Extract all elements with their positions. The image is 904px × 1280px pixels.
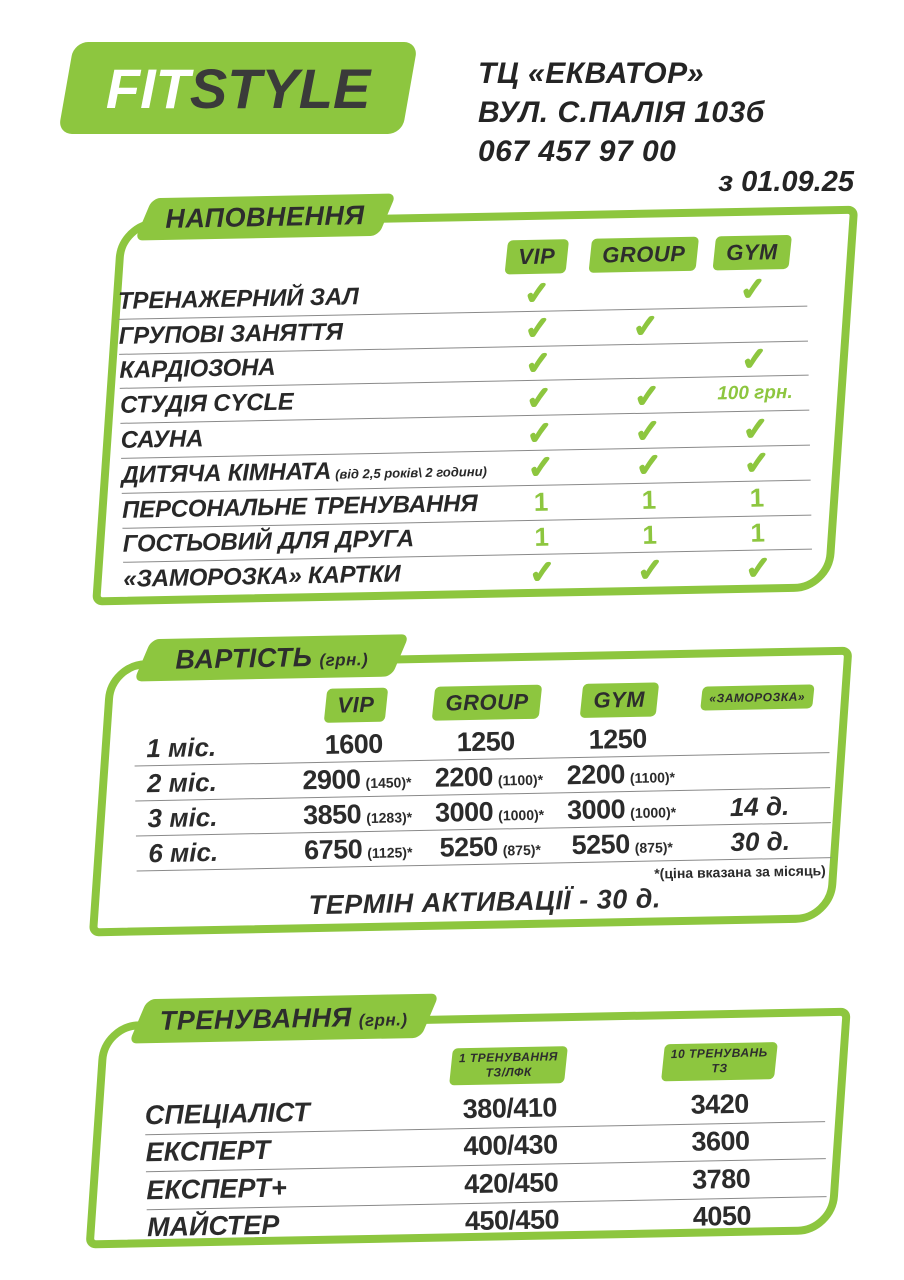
included-count: 1 [642, 519, 658, 550]
feature-cell-vip [483, 277, 592, 310]
price-vip: 1600 [324, 728, 384, 760]
effective-date: з 01.09.25 [718, 166, 854, 198]
included-count: 1 [749, 482, 765, 513]
phone-number: 067 457 97 00 [478, 135, 677, 168]
feature-label: «ЗАМОРОЗКА» КАРТКИ [123, 560, 401, 594]
check-icon: ✓ [634, 413, 661, 449]
column-badge-gym: GYM [713, 235, 792, 271]
pack-training-price: 3780 [691, 1163, 751, 1195]
feature-cell-gym [701, 412, 810, 445]
price-gym: 2200 (1100)* [566, 758, 676, 790]
feature-cell-group [596, 553, 705, 586]
check-icon: ✓ [742, 410, 769, 447]
price-group: 3000 (1000)* [434, 796, 545, 828]
feature-label: ГРУПОВІ ЗАНЯТТЯ [118, 318, 344, 350]
price-gym: 5250 (875)* [571, 828, 674, 860]
price-gym: 3000 (1000)* [566, 793, 677, 825]
address-block [478, 54, 765, 171]
check-icon: ✓ [635, 447, 663, 484]
pricing-unit: (грн.) [319, 649, 369, 670]
feature-cell-gym [700, 323, 808, 325]
freeze-days: 30 д. [730, 825, 791, 857]
feature-cell-vip [487, 521, 596, 554]
price-group: 1250 [456, 725, 516, 757]
column-badge-group: GROUP [432, 685, 543, 721]
street-address: ВУЛ. С.ПАЛІЯ 103б [478, 96, 765, 129]
feature-cell-gym [700, 343, 809, 376]
check-icon: ✓ [632, 308, 659, 345]
column-badge-freeze: «ЗАМОРОЗКА» [700, 684, 814, 710]
trainer-level-label: ЕКСПЕРТ+ [146, 1172, 287, 1205]
check-icon: ✓ [529, 554, 556, 590]
pack-training-price: 4050 [692, 1200, 752, 1232]
check-icon: ✓ [739, 271, 767, 308]
training-panel [83, 986, 858, 1253]
training-title: ТРЕНУВАННЯ [159, 1001, 353, 1036]
feature-label: КАРДІОЗОНА [119, 354, 276, 385]
price-vip: 2900 (1450)* [302, 763, 412, 795]
check-icon: ✓ [525, 380, 553, 416]
pricing-panel [87, 626, 858, 941]
included-count: 1 [641, 484, 657, 516]
column-badge-single-training: 1 ТРЕНУВАННЯ ТЗ/ЛФК [450, 1046, 569, 1085]
feature-label: ГОСТЬОВИЙ ДЛЯ ДРУГА [122, 525, 415, 559]
feature-label: СТУДІЯ CYCLE [119, 388, 294, 420]
check-icon: ✓ [636, 552, 664, 588]
feature-cell-vip [483, 312, 592, 345]
pricing-tab [134, 634, 410, 681]
logo-style: STYLE [189, 56, 371, 120]
training-unit: (грн.) [358, 1009, 409, 1030]
single-training-price: 450/450 [464, 1204, 560, 1237]
period-label: 3 міс. [147, 801, 218, 833]
trainer-level-label: ЕКСПЕРТ [145, 1135, 271, 1168]
features-title: НАПОВНЕННЯ [165, 199, 366, 234]
feature-cell-group [595, 519, 704, 552]
feature-cell-gym [699, 273, 808, 306]
period-label: 1 міс. [145, 731, 217, 763]
price-group: 2200 (1100)* [434, 761, 544, 793]
logo-text [106, 56, 370, 121]
features-table [118, 272, 813, 597]
pack-training-price: 3420 [690, 1088, 750, 1120]
feature-cell-gym [702, 447, 811, 480]
feature-cell-group [592, 360, 700, 362]
trainer-level-label: СПЕЦІАЛІСТ [144, 1096, 311, 1130]
mall-name: ТЦ «ЕКВАТОР» [478, 57, 705, 90]
check-icon: ✓ [524, 310, 551, 347]
column-badge-group: GROUP [589, 237, 700, 273]
feature-cell-group [591, 310, 700, 343]
check-icon: ✓ [526, 415, 553, 451]
feature-cell-gym [701, 382, 809, 406]
check-icon: ✓ [527, 449, 555, 486]
pack-training-price: 3600 [691, 1125, 750, 1158]
trainer-level-label: МАЙСТЕР [146, 1209, 280, 1243]
period-label: 6 міс. [147, 836, 219, 868]
feature-cell-vip [487, 486, 596, 519]
check-icon: ✓ [743, 445, 771, 482]
feature-cell-vip [487, 451, 596, 484]
check-icon: ✓ [525, 345, 552, 382]
feature-label: САУНА [120, 425, 204, 454]
included-count: 1 [750, 517, 766, 548]
price-footnote: *(ціна вказана за місяць) [654, 862, 826, 882]
price-group: 5250 (875)* [439, 831, 542, 863]
pricing-title: ВАРТІСТЬ [174, 641, 313, 675]
feature-cell-group [593, 414, 702, 447]
fitstyle-logo [58, 42, 418, 134]
training-tab [129, 994, 440, 1044]
price-vip: 3850 (1283)* [302, 798, 413, 830]
feature-cell-vip [488, 555, 597, 588]
pricing-table [134, 718, 832, 871]
logo-fit: FIT [105, 56, 190, 120]
single-training-price: 420/450 [463, 1167, 559, 1199]
training-table [145, 1084, 828, 1246]
activation-term: ТЕРМІН АКТИВАЦІЇ - 30 д. [308, 883, 662, 921]
check-icon: ✓ [633, 378, 661, 414]
feature-cell-vip [485, 382, 594, 415]
price-vip: 6750 (1125)* [303, 833, 413, 865]
column-badge-gym: GYM [580, 682, 659, 718]
single-training-price: 380/410 [462, 1092, 558, 1124]
feature-cell-vip [485, 416, 594, 449]
price-note: 100 грн. [717, 382, 793, 405]
check-icon: ✓ [523, 275, 551, 312]
features-panel [91, 185, 861, 612]
feature-cell-vip [484, 347, 593, 380]
single-training-price: 400/430 [463, 1129, 558, 1162]
feature-note: (від 2,5 років\ 2 години) [334, 463, 488, 482]
column-badge-vip: VIP [504, 239, 568, 274]
feature-cell-gym [703, 482, 812, 515]
feature-cell-gym [703, 517, 812, 550]
feature-cell-group [595, 449, 704, 482]
column-badge-pack-training: 10 ТРЕНУВАНЬ ТЗ [661, 1042, 778, 1081]
check-icon: ✓ [744, 550, 772, 586]
freeze-days [688, 770, 830, 773]
check-icon: ✓ [740, 341, 768, 377]
period-label: 2 міс. [146, 766, 218, 798]
features-tab [135, 193, 397, 240]
freeze-days: 14 д. [729, 790, 790, 822]
feature-cell-group [595, 484, 704, 517]
feature-cell-group [591, 291, 699, 293]
price-gym: 1250 [588, 723, 647, 755]
included-count: 1 [533, 486, 549, 518]
feature-label: ТРЕНАЖЕРНИЙ ЗАЛ [117, 283, 359, 315]
feature-cell-group [593, 379, 702, 412]
freeze-days [687, 735, 829, 738]
column-badge-vip: VIP [323, 688, 387, 723]
feature-cell-gym [704, 551, 813, 584]
included-count: 1 [534, 521, 550, 552]
feature-label: ДИТЯЧА КІМНАТА [121, 457, 332, 489]
feature-label: ПЕРСОНАЛЬНЕ ТРЕНУВАННЯ [121, 489, 478, 524]
